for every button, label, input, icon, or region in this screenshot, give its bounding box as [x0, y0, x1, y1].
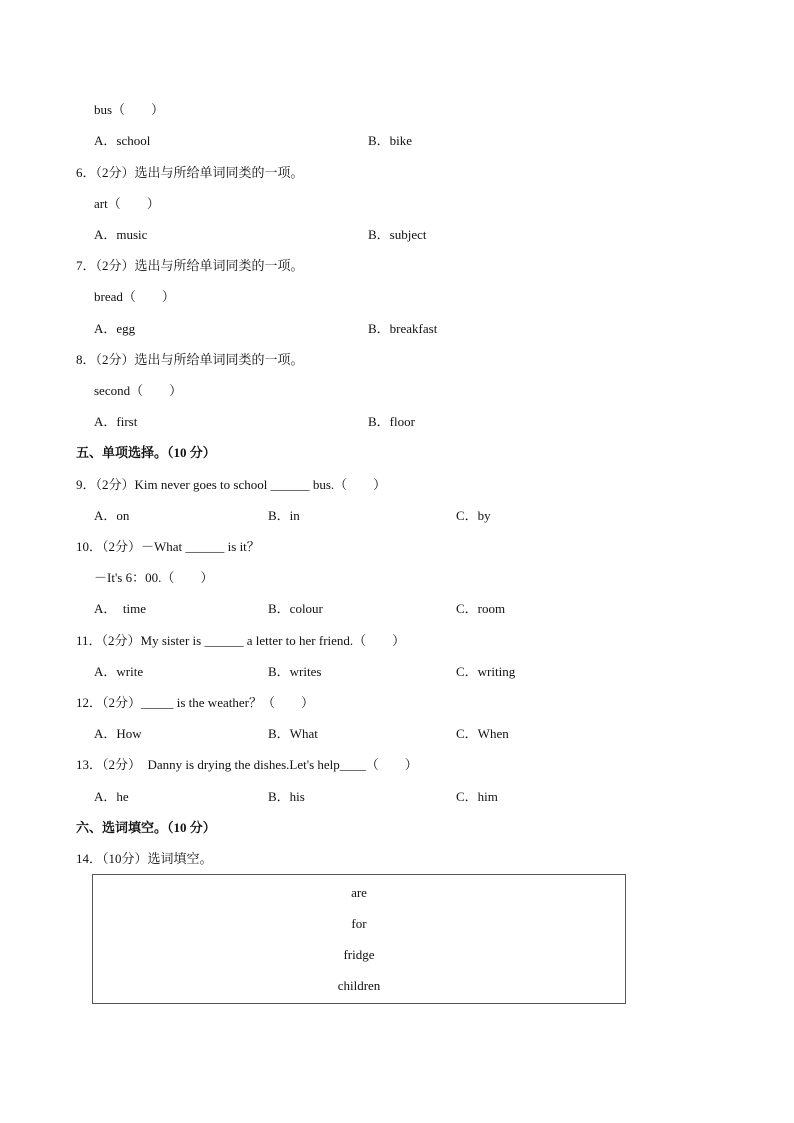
q12-option-b: B．What: [268, 726, 318, 741]
section-5-heading: 五、单项选择。（10 分）: [76, 445, 216, 460]
q6-stem: 6．（2分）选出与所给单词同类的一项。: [76, 165, 304, 180]
q11-option-b: B．writes: [268, 664, 322, 679]
q7-stem: 7．（2分）选出与所给单词同类的一项。: [76, 258, 304, 273]
q13-option-c: C．him: [456, 789, 498, 804]
q10-option-a: A． time: [94, 601, 146, 616]
q10-stem: 10．（2分）－What ______ is it？: [76, 539, 260, 554]
q9-stem: 9．（2分）Kim never goes to school ______ bus.（ ）: [76, 477, 387, 492]
word-bank-box: [92, 874, 626, 1004]
word-bank-item: are: [351, 885, 367, 900]
q13-stem: 13．（2分） Danny is drying the dishes.Let's help____（ ）: [76, 757, 418, 772]
word-bank-item: fridge: [343, 947, 375, 962]
q11-stem: 11．（2分）My sister is ______ a letter to her friend.（ ）: [76, 633, 406, 648]
q13-option-b: B．his: [268, 789, 305, 804]
q8-word: second（ ）: [94, 383, 183, 398]
word-bank-item: for: [351, 916, 367, 931]
q5-word: bus（ ）: [94, 102, 165, 117]
q14-stem: 14．（10分）选词填空。: [76, 851, 213, 866]
q13-option-a: A．he: [94, 789, 129, 804]
q12-option-a: A．How: [94, 726, 142, 741]
q8-option-b: B．floor: [368, 414, 415, 429]
q12-stem: 12．（2分）_____ is the weather？（ ）: [76, 695, 314, 710]
q11-option-c: C．writing: [456, 664, 516, 679]
q6-option-b: B．subject: [368, 227, 427, 242]
q6-option-a: A．music: [94, 227, 148, 242]
q8-stem: 8．（2分）选出与所给单词同类的一项。: [76, 352, 304, 367]
q10-option-c: C．room: [456, 601, 506, 616]
q6-word: art（ ）: [94, 196, 160, 211]
q9-option-c: C．by: [456, 508, 491, 523]
word-bank-item: children: [337, 978, 381, 993]
q10-option-b: B．colour: [268, 601, 323, 616]
q7-option-b: B．breakfast: [368, 321, 438, 336]
q11-option-a: A．write: [94, 664, 144, 679]
q10-line2: －It's 6：00.（ ）: [94, 570, 214, 585]
q5-option-a: A．school: [94, 133, 151, 148]
q9-option-a: A．on: [94, 508, 130, 523]
q8-option-a: A．first: [94, 414, 138, 429]
q7-option-a: A．egg: [94, 321, 136, 336]
section-6-heading: 六、选词填空。（10 分）: [76, 820, 216, 835]
q9-option-b: B．in: [268, 508, 300, 523]
q5-option-b: B．bike: [368, 133, 413, 148]
q12-option-c: C．When: [456, 726, 509, 741]
q7-word: bread（ ）: [94, 289, 175, 304]
